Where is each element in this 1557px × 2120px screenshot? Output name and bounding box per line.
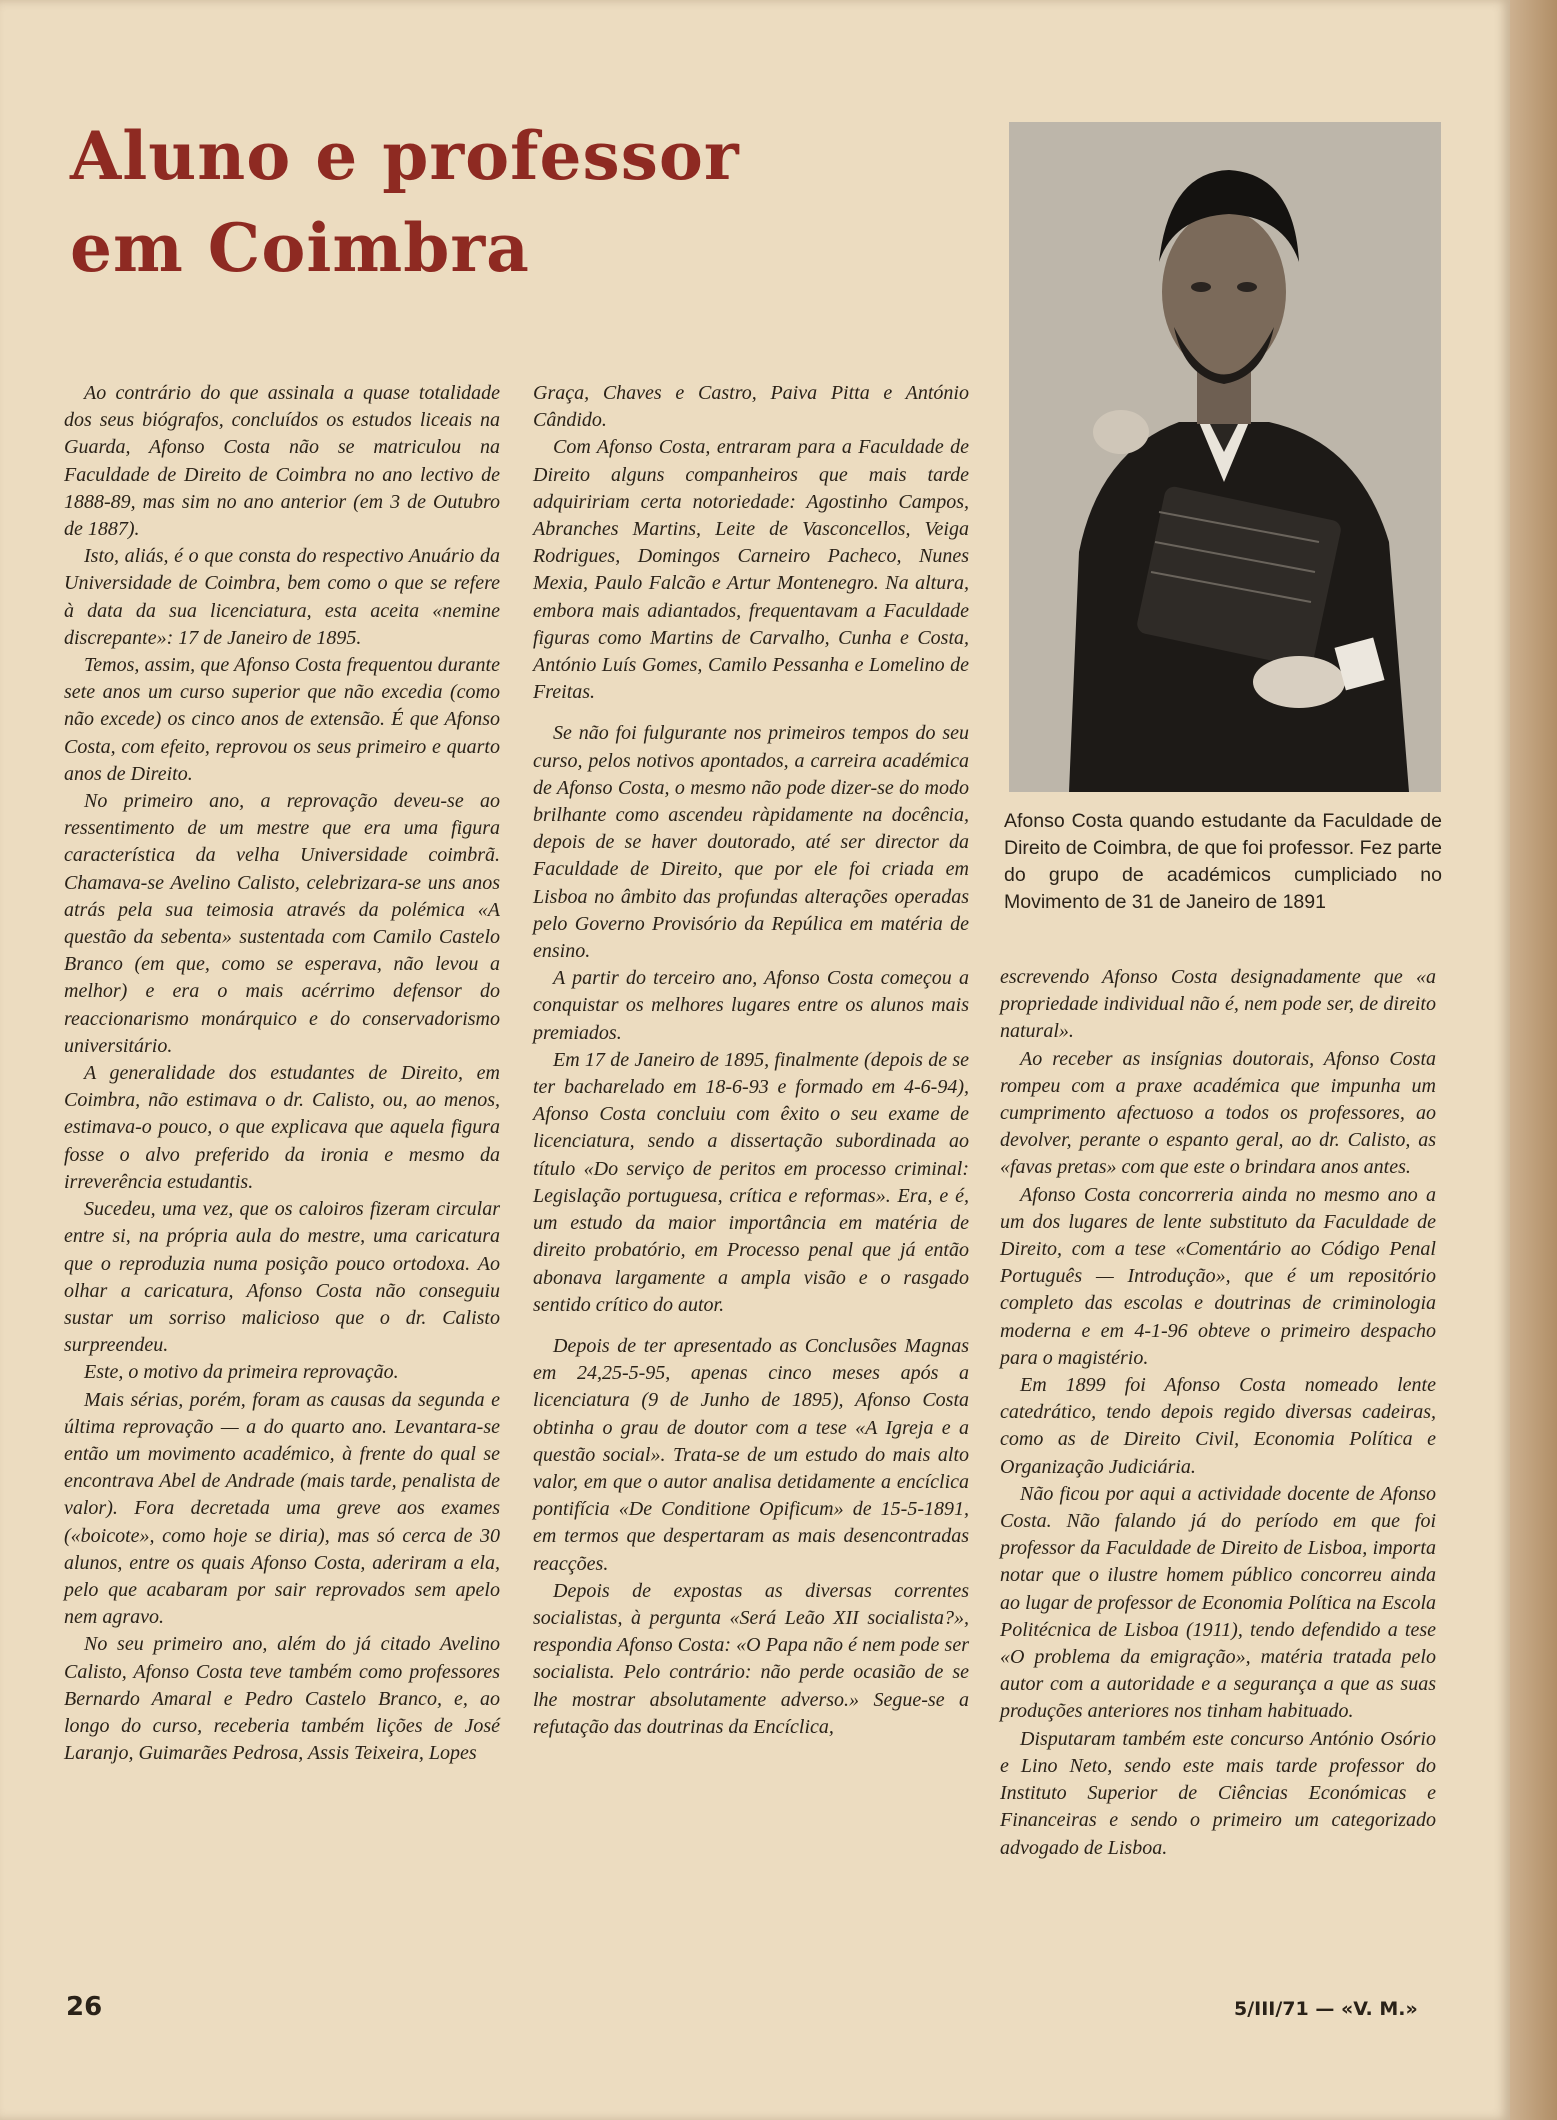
paragraph: No primeiro ano, a reprovação deveu-se ao ressentimento de um mestre que era uma figura característica da velha Universidade coimbrã. Chamava-se Avelino Calisto, celebrizara-se uns anos atrás pela sua teimosia através da polémica «A questão da sebenta» sustentada com Camilo Castelo Branco (em que, como se esperava, não levou a melhor) e era o mais acérrimo defensor do reaccionarismo monárquico e do conservadorismo universitário. bbox=[64, 790, 500, 1057]
paragraph: Ao contrário do que assinala a quase totalidade dos seus biógrafos, concluídos os estudos liceais na Guarda, Afonso Costa não se matriculou na Faculdade de Direito de Coimbra no ano lectivo de 1888-89, mas sim no ano anterior (em 3 de Outubro de 1887). bbox=[64, 382, 500, 541]
paragraph: A generalidade dos estudantes de Direito, em Coimbra, não estimava o dr. Calisto, ou, ao menos, estimava-o pouco, o que explicava que aquela figura fosse o alvo preferido da ironia e mesmo da irreverência estudantis. bbox=[64, 1062, 500, 1193]
paragraph: Graça, Chaves e Castro, Paiva Pitta e António Cândido. bbox=[533, 382, 969, 432]
issue-footer: 5/III/71 — «V. M.» bbox=[1234, 1998, 1418, 2020]
paragraph: Disputaram também este concurso António Osório e Lino Neto, sendo este mais tarde professor do Instituto Superior de Ciências Económicas e Financeiras e sendo o primeiro um categorizado advogado de Lisboa. bbox=[1000, 1727, 1436, 1859]
paragraph: Em 17 de Janeiro de 1895, finalmente (depois de se ter bacharelado em 18-6-93 e formado em 4-6-94), Afonso Costa concluiu com êxito o seu exame de licenciatura, sendo a dissertação subordinada ao título «Do serviço de peritos em processo criminal: Legislação portuguesa, crítica e reformas». Era, e é, um estudo da maior importância em matéria de direito probatório, em Processo penal que já então abonava largamente a ampla visão e o rasgado sentido crítico do autor. bbox=[533, 1048, 969, 1316]
portrait-photo bbox=[1009, 122, 1441, 792]
paragraph: Isto, aliás, é o que consta do respectivo Anuário da Universidade de Coimbra, bem como o que se refere à data da sua licenciatura, esta aceita «nemine discrepante»: 17 de Janeiro de 1895. bbox=[64, 545, 500, 649]
paragraph: Ao receber as insígnias doutorais, Afonso Costa rompeu com a praxe académica que impunha um cumprimento afectuoso a todos os professores, ao devolver, perante o espanto geral, ao dr. Calisto, as «favas pretas» com que este o brindara anos antes. bbox=[1000, 1047, 1436, 1179]
title-line-2: em Coimbra bbox=[70, 209, 530, 287]
paragraph: Depois de expostas as diversas correntes socialistas, à pergunta «Será Leão XII socialista?», respondia Afonso Costa: «O Papa não é nem pode ser socialista. Pelo contrário: não perde ocasião de se lhe mostrar absolutamente adverso.» Segue-se a refutação das doutrinas da Encíclica, bbox=[533, 1579, 969, 1738]
paragraph: Este, o motivo da primeira reprovação. bbox=[84, 1361, 399, 1384]
text-column-1 bbox=[64, 380, 500, 1767]
paragraph: Mais sérias, porém, foram as causas da segunda e última reprovação — a do quarto ano. Levantara-se então um movimento académico, à frente do qual se encontrava Abel de Andrade (mais tarde, penalista de valor). Fora decretada uma greve aos exames («boicote», como hoje se diria), mas só cerca de 30 alunos, entre os quais Afonso Costa, aderiram a ela, pelo que acabaram por sair reprovados sem apelo nem agravo. bbox=[64, 1388, 500, 1629]
paragraph: Afonso Costa concorreria ainda no mesmo ano a um dos lugares de lente substituto da Faculdade de Direito, com a tese «Comentário ao Código Penal Português — Introdução», que é um repositório completo das escolas e doutrinas de criminologia moderna e em 4-1-96 obteve o primeiro despacho para o magistério. bbox=[1000, 1183, 1436, 1369]
text-column-3 bbox=[1000, 964, 1436, 1862]
paragraph: Se não foi fulgurante nos primeiros tempos do seu curso, pelos notivos apontados, a carreira académica de Afonso Costa, o mesmo não pode dizer-se do modo brilhante como ascendeu ràpidamente na docência, depois de se haver doutorado, até ser director da Faculdade de Direito, que por ele foi criada em Lisboa no âmbito das profundas alterações operadas pelo Governo Provisório da Repúlica em matéria de ensino. bbox=[533, 722, 969, 963]
paragraph: Sucedeu, uma vez, que os caloiros fizeram circular entre si, na própria aula do mestre, uma caricatura que o reproduzia numa posição pouco ortodoxa. Ao olhar a caricatura, Afonso Costa não conseguiu sustar um sorriso malicioso que o dr. Calisto surpreendeu. bbox=[64, 1198, 500, 1357]
page-number: 26 bbox=[66, 1992, 103, 2022]
paragraph: A partir do terceiro ano, Afonso Costa começou a conquistar os melhores lugares entre os alunos mais premiados. bbox=[533, 967, 969, 1044]
photo-caption: Afonso Costa quando estudante da Faculdade de Direito de Coimbra, de que foi professor. Fez parte do grupo de académicos cumpliciado no Movimento de 31 de Janeiro de 1891 bbox=[1004, 810, 1442, 913]
paragraph: Temos, assim, que Afonso Costa frequentou durante sete anos um curso superior que não excedia (como não excede) os cinco anos de extensão. É que Afonso Costa, com efeito, reprovou os seus primeiro e quarto anos de Direito. bbox=[64, 654, 500, 785]
title-line-1: Aluno e professor bbox=[70, 117, 740, 195]
page-edge bbox=[1510, 0, 1557, 2120]
paragraph: Com Afonso Costa, entraram para a Faculdade de Direito alguns companheiros que mais tarde adquiririam certa notoriedade: Agostinho Campos, Abranches Martins, Leite de Vasconcellos, Veiga Rodrigues, Domingos Carneiro Pacheco, Nunes Mexia, Paulo Falcão e Artur Montenegro. Na altura, embora mais adiantados, frequentavam a Faculdade figuras como Martins de Carvalho, Cunha e Costa, António Luís Gomes, Camilo Pessanha e Lomelino de Freitas. bbox=[533, 436, 969, 704]
paragraph: escrevendo Afonso Costa designadamente que «a propriedade individual não é, nem pode ser, de direito natural». bbox=[1000, 966, 1436, 1043]
paragraph: Depois de ter apresentado as Conclusões Magnas em 24,25-5-95, apenas cinco meses após a licenciatura (9 de Junho de 1895), Afonso Costa obtinha o grau de doutor com a tese «A Igreja e a questão social». Trata-se de um estudo do mais alto valor, em que o autor analisa detidamente a encíclica pontifícia «De Conditione Opificum» de 15-5-1891, em termos que despertaram as mais desencontradas reacções. bbox=[533, 1334, 969, 1575]
paragraph: Não ficou por aqui a actividade docente de Afonso Costa. Não falando já do período em que foi professor da Faculdade de Direito de Lisboa, importa notar que o ilustre homem público concorreu ainda ao lugar de professor de Economia Política na Escola Politécnica de Lisboa (1911), tendo defendido a tese «O problema da emigração», matéria tratada pelo autor com a autoridade e a segurança a que as suas produções anteriores nos tinham habituado. bbox=[1000, 1482, 1436, 1723]
article-title bbox=[70, 110, 970, 294]
portrait-illustration bbox=[1009, 122, 1441, 792]
paragraph: No seu primeiro ano, além do já citado Avelino Calisto, Afonso Costa teve também como professores Bernardo Amaral e Pedro Castelo Branco, e, ao longo do curso, receberia também lições de José Laranjo, Guimarães Pedrosa, Assis Teixeira, Lopes bbox=[64, 1633, 500, 1765]
text-column-2 bbox=[533, 380, 969, 1741]
paragraph: Em 1899 foi Afonso Costa nomeado lente catedrático, tendo depois regido diversas cadeiras, como as de Direito Civil, Economia Política e Organização Judiciária. bbox=[1000, 1374, 1436, 1478]
